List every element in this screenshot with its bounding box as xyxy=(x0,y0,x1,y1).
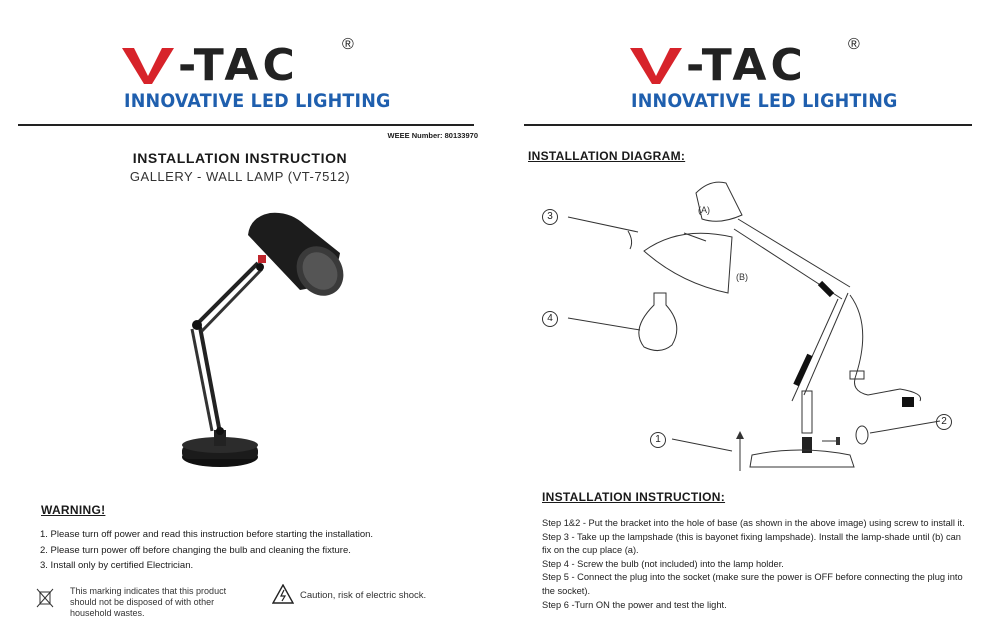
lamp-product-image xyxy=(170,205,350,480)
step-text: Step 3 - Take up the lampshade (this is bayonet fixing lampshade). Install the lamp-shade until (b) can fix on the cup place (a). xyxy=(542,531,961,556)
part-label-a: (A) xyxy=(698,205,710,215)
header-divider xyxy=(524,124,972,126)
step-text: Step 1&2 - Put the bracket into the hole of base (as shown in the above image) using screw to install it. xyxy=(542,518,965,528)
brand-tagline: INNOVATIVE LED LIGHTING xyxy=(124,90,391,112)
step-text: Step 6 -Turn ON the power and test the light. xyxy=(542,599,727,610)
page-title: INSTALLATION INSTRUCTION xyxy=(132,150,348,166)
warning-item: 2. Please turn power off before changing the bulb and cleaning the fixture. xyxy=(40,544,351,556)
disposal-marking-text: This marking indicates that this product should not be disposed of with other household wastes. xyxy=(70,586,227,618)
registered-mark: ® xyxy=(848,36,860,53)
callout-3: 3 xyxy=(542,209,558,225)
warning-item: 1. Please turn off power and read this instruction before starting the installation. xyxy=(40,529,374,540)
diagram-heading: INSTALLATION DIAGRAM: xyxy=(528,149,686,163)
brand-tagline: INNOVATIVE LED LIGHTING xyxy=(631,90,898,112)
instruction-heading: INSTALLATION INSTRUCTION: xyxy=(542,490,726,504)
part-label-b: (B) xyxy=(736,272,748,282)
weee-number: WEEE Number: 80133970 xyxy=(387,131,478,140)
brand-name: -TAC xyxy=(178,40,299,91)
electric-shock-caution: Caution, risk of electric shock. xyxy=(300,590,427,601)
callout-4: 4 xyxy=(542,311,558,327)
callout-1: 1 xyxy=(650,432,666,448)
brand-name: -TAC xyxy=(686,40,807,91)
warning-list xyxy=(40,527,373,574)
registered-mark: ® xyxy=(342,36,354,53)
installation-diagram xyxy=(520,175,980,475)
warning-item: 3. Install only by certified Electrician. xyxy=(40,560,194,571)
right-page xyxy=(500,0,1000,635)
v-tac-logo-mark xyxy=(630,48,682,84)
warning-heading: WARNING! xyxy=(41,503,106,517)
product-subtitle: GALLERY - WALL LAMP (VT-7512) xyxy=(129,169,351,184)
weee-bin-icon xyxy=(36,588,54,608)
v-tac-logo-mark xyxy=(122,48,174,84)
installation-steps xyxy=(542,517,972,612)
callout-2: 2 xyxy=(936,414,952,430)
step-text: Step 4 - Screw the bulb (not included) into the lamp holder. xyxy=(542,558,784,569)
header-divider xyxy=(18,124,474,126)
step-text: Step 5 - Connect the plug into the socket (make sure the power is OFF before connecting the plug into the socket). xyxy=(542,572,963,596)
electric-shock-warning-icon xyxy=(272,584,294,604)
